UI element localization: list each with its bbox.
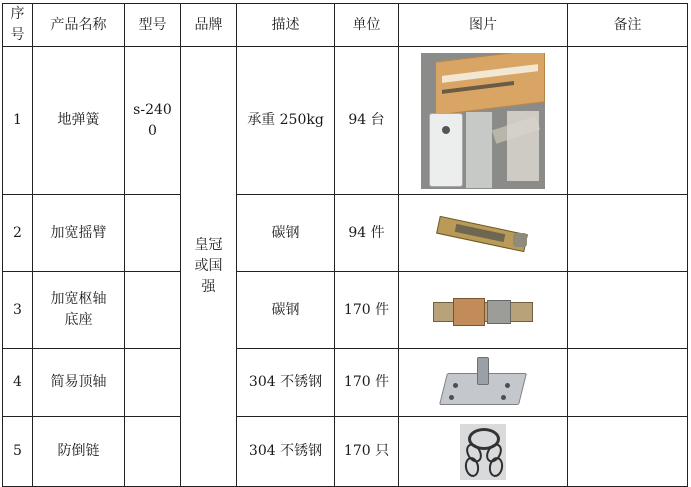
cell-unit: 94 件 bbox=[335, 195, 399, 272]
cell-description: 304 不锈钢 bbox=[237, 349, 335, 417]
cell-image bbox=[399, 195, 568, 272]
cell-brand: 皇冠或国强 bbox=[181, 47, 237, 487]
table-header-row bbox=[3, 4, 688, 47]
pivot-base-photo bbox=[431, 292, 535, 328]
cell-product-name: 防倒链 bbox=[33, 417, 125, 487]
cell-index: 1 bbox=[3, 47, 33, 195]
header-product-name: 产品名称 bbox=[33, 4, 125, 47]
table-row bbox=[3, 417, 688, 487]
cell-image bbox=[399, 349, 568, 417]
cell-product-name: 简易顶轴 bbox=[33, 349, 125, 417]
cell-description: 承重 250kg bbox=[237, 47, 335, 195]
chain-photo bbox=[460, 424, 506, 480]
cell-image bbox=[399, 47, 568, 195]
header-model: 型号 bbox=[125, 4, 181, 47]
cell-index: 4 bbox=[3, 349, 33, 417]
cell-model bbox=[125, 417, 181, 487]
cell-image bbox=[399, 417, 568, 487]
header-index: 序号 bbox=[3, 4, 33, 47]
cell-model: s-2400 bbox=[125, 47, 181, 195]
header-unit: 单位 bbox=[335, 4, 399, 47]
cell-unit: 170 件 bbox=[335, 349, 399, 417]
cell-remark bbox=[568, 47, 688, 195]
table-row bbox=[3, 349, 688, 417]
table-row bbox=[3, 272, 688, 349]
cell-remark bbox=[568, 195, 688, 272]
cell-remark bbox=[568, 349, 688, 417]
cell-remark bbox=[568, 417, 688, 487]
cell-product-name: 加宽枢轴底座 bbox=[33, 272, 125, 349]
cell-remark bbox=[568, 272, 688, 349]
cell-model bbox=[125, 272, 181, 349]
cell-index: 3 bbox=[3, 272, 33, 349]
cell-product-name: 地弹簧 bbox=[33, 47, 125, 195]
header-description: 描述 bbox=[237, 4, 335, 47]
cell-description: 碳钢 bbox=[237, 195, 335, 272]
cell-product-name: 加宽摇臂 bbox=[33, 195, 125, 272]
cell-model bbox=[125, 195, 181, 272]
floor-spring-photo bbox=[421, 53, 545, 189]
header-image: 图片 bbox=[399, 4, 568, 47]
cell-unit: 94 台 bbox=[335, 47, 399, 195]
cell-image bbox=[399, 272, 568, 349]
cell-index: 5 bbox=[3, 417, 33, 487]
table-row bbox=[3, 47, 688, 195]
top-shaft-photo bbox=[441, 355, 525, 411]
cell-index: 2 bbox=[3, 195, 33, 272]
cell-unit: 170 只 bbox=[335, 417, 399, 487]
product-spec-table bbox=[2, 3, 688, 487]
cell-unit: 170 件 bbox=[335, 272, 399, 349]
arm-photo bbox=[433, 211, 533, 255]
cell-description: 304 不锈钢 bbox=[237, 417, 335, 487]
table-row bbox=[3, 195, 688, 272]
header-brand: 品牌 bbox=[181, 4, 237, 47]
header-remark: 备注 bbox=[568, 4, 688, 47]
cell-description: 碳钢 bbox=[237, 272, 335, 349]
cell-model bbox=[125, 349, 181, 417]
